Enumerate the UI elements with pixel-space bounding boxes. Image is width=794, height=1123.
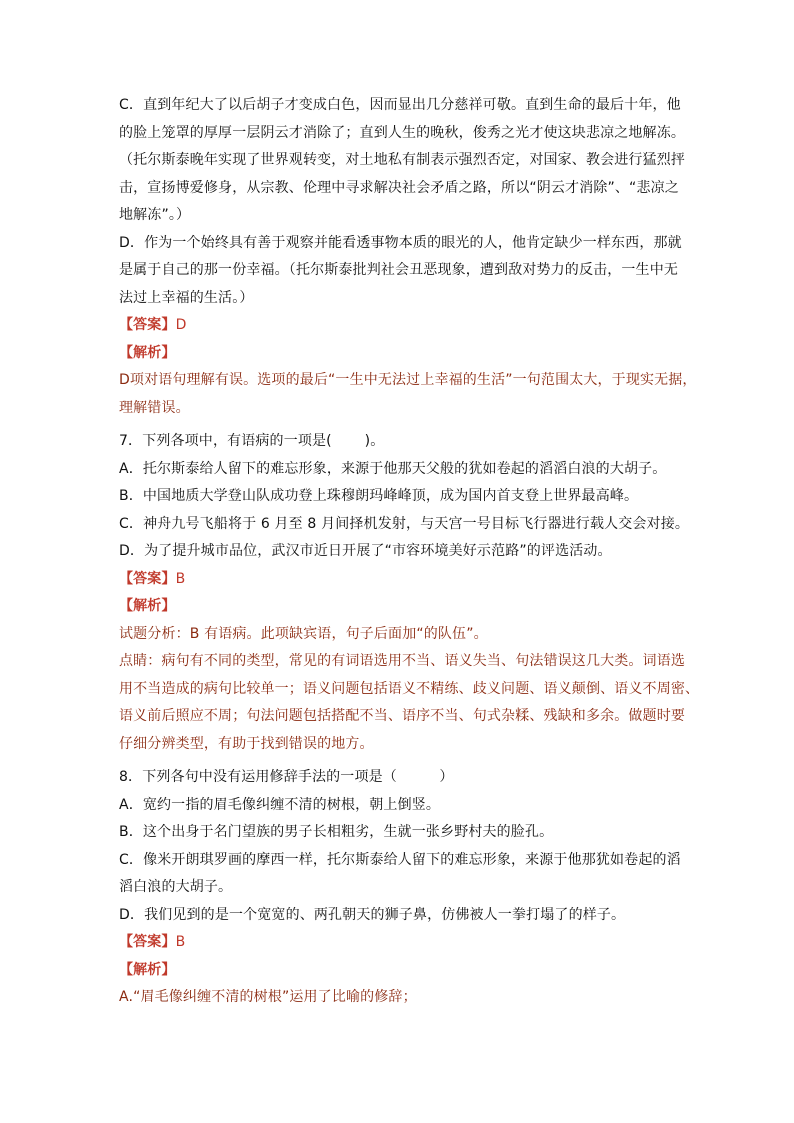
q7-tip-line: 仔细分辨类型，有助于找到错误的地方。 [119, 735, 374, 752]
q8-option-c: C．像米开朗琪罗画的摩西一样，托尔斯泰给人留下的难忘形象，来源于他那犹如卷起的滔 [119, 851, 681, 868]
q7-analysis-line: 试题分析：B 有语病。此项缺宾语，句子后面加“的队伍”。 [119, 625, 488, 642]
text-line: D．作为一个始终具有善于观察并能看透事物本质的眼光的人，他肯定缺少一样东西，那就 [119, 234, 682, 251]
answer-value: D [175, 317, 187, 333]
q8-analysis-line: A.“眉毛像纠缠不清的树根”运用了比喻的修辞； [119, 989, 417, 1005]
q6-option-d [119, 230, 689, 313]
q7-tip-line: 语义前后照应不周；句法问题包括搭配不当、语序不当、句式杂糅、残缺和多余。做题时要 [119, 708, 685, 724]
text-line: 法过上幸福的生活。） [119, 289, 254, 306]
text-line: 的脸上笼罩的厚厚一层阴云才消除了；直到人生的晚秋，俊秀之光才使这块悲凉之地解冻。 [119, 124, 685, 141]
q7-option-b: B．中国地质大学登山队成功登上珠穆朗玛峰峰顶，成为国内首支登上世界最高峰。 [119, 488, 639, 504]
q8-option-d: D．我们见到的是一个宽宽的、两孔朝天的狮子鼻，仿佛被人一拳打塌了的样子。 [119, 906, 626, 923]
answer-label: 【答案】 [119, 934, 176, 950]
text-line: 是属于自己的那一份幸福。（托尔斯泰批判社会丑恶现象，遭到敌对势力的反击，一生中无 [119, 262, 678, 278]
text-line: 击，宣扬博爱修身，从宗教、伦理中寻求解决社会矛盾之路，所以“阴云才消除”、“悲凉之 [119, 179, 679, 196]
q7-analysis-label: 【解析】 [119, 598, 176, 614]
q6-analysis-label: 【解析】 [119, 344, 176, 361]
q8-answer [119, 929, 689, 957]
q7-tip-line: 点睛：病句有不同的类型，常见的有词语选用不当、语义失当、句法错误这几大类。词语选 [119, 653, 685, 669]
q8-stem: 8．下列各句中没有运用修辞手法的一项是（ ） [119, 769, 454, 785]
q6-option-c [119, 92, 689, 230]
answer-value: B [175, 934, 186, 950]
q8-analysis-label: 【解析】 [119, 961, 176, 978]
q7-stem: 7．下列各项中，有语病的一项是( )。 [119, 433, 385, 449]
q7-option-c: C．神舟九号飞船将于 6 月至 8 月间择机发射，与天宫一号目标飞行器进行载人交会对接。 [119, 515, 689, 532]
q8-option-c-cont: 滔白浪的大胡子。 [119, 879, 233, 895]
q7-tip-line: 用不当造成的病句比较单一；语义问题包括语义不精练、歧义问题、语义颠倒、语义不周密、 [119, 680, 700, 697]
text-line: 地解冻”。） [119, 207, 191, 223]
q6-answer [119, 312, 689, 340]
text-line: C．直到年纪大了以后胡子才变成白色，因而显出几分慈祥可敬。直到生命的最后十年，他 [119, 97, 681, 113]
text-line: （托尔斯泰晚年实现了世界观转变，对土地私有制表示强烈否定，对国家、教会进行猛烈抨 [119, 152, 685, 168]
q7-option-a: A．托尔斯泰给人留下的难忘形象，来源于他那天父般的犹如卷起的滔滔白浪的大胡子。 [119, 460, 667, 477]
q6-analysis-line: 理解错误。 [119, 399, 190, 416]
q8-option-a: A．宽约一指的眉毛像纠缠不清的树根，朝上倒竖。 [119, 796, 441, 813]
answer-label: 【答案】 [119, 317, 176, 333]
q7-answer [119, 566, 689, 594]
q7-option-d: D．为了提升城市品位，武汉市近日开展了“市容环境美好示范路”的评选活动。 [119, 543, 612, 559]
document-page [119, 92, 700, 1012]
q6-analysis-line: D项对语句理解有误。选项的最后“一生中无法过上幸福的生活”一句范围太大，于现实无据， [119, 372, 697, 388]
q8-option-b: B．这个出身于名门望族的男子长相粗劣，生就一张乡野村夫的脸孔。 [119, 824, 554, 840]
answer-label: 【答案】 [119, 570, 176, 587]
answer-value: B [175, 570, 186, 587]
